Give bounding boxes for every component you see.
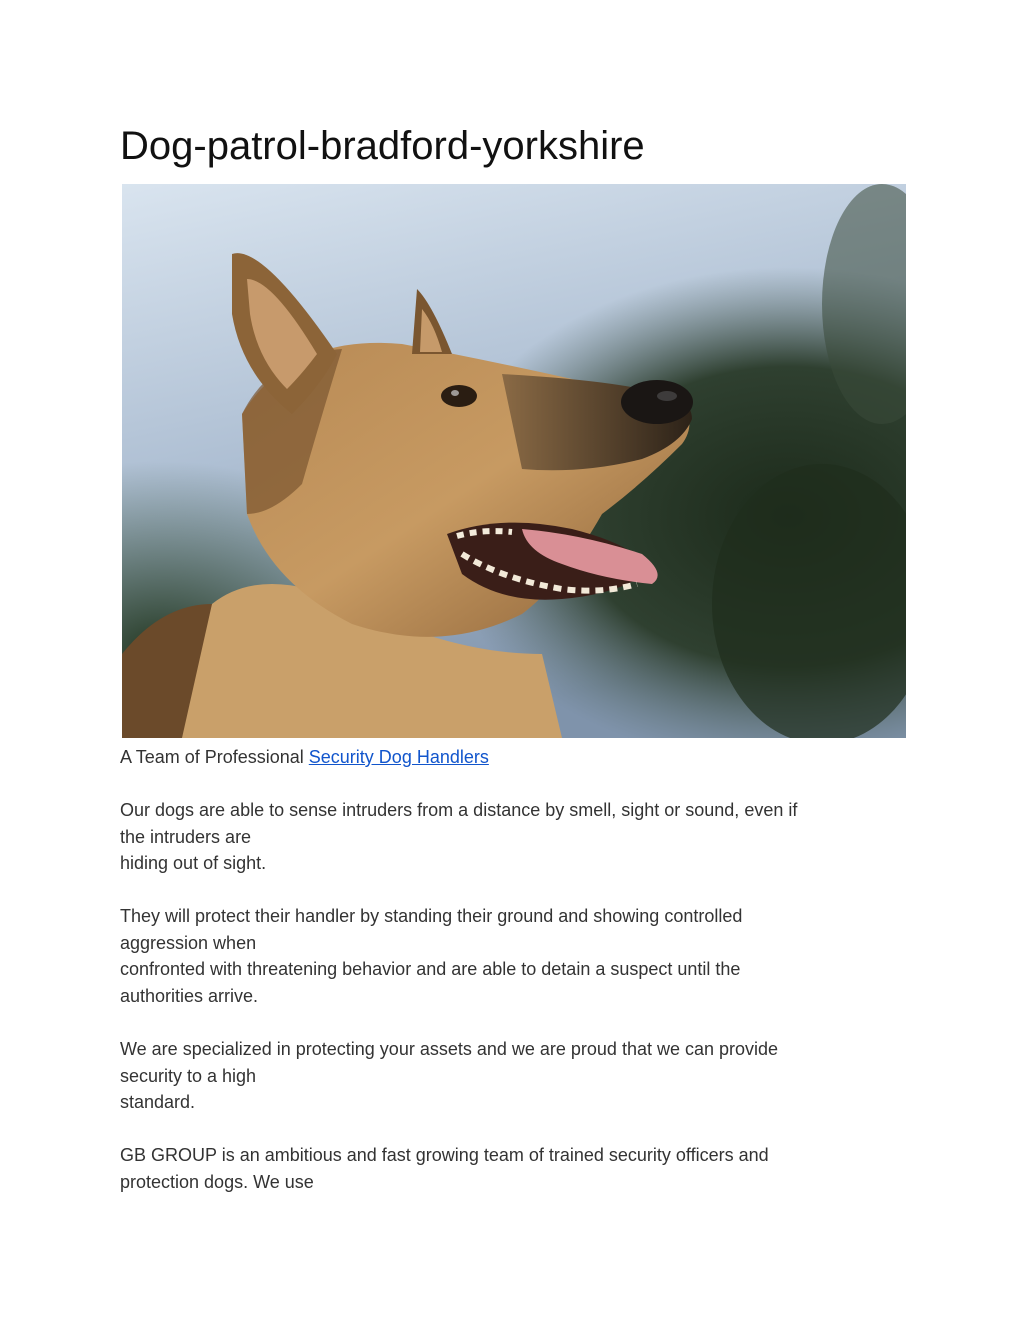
paragraph-sensing xyxy=(120,797,900,877)
paragraph-gb-group xyxy=(120,1142,900,1195)
paragraph-line: confronted with threatening behavior and are able to detain a suspect until the xyxy=(120,959,741,979)
paragraph-assets xyxy=(120,1036,900,1116)
paragraph-line: hiding out of sight. xyxy=(120,853,267,873)
caption-text: A Team of Professional xyxy=(120,747,309,767)
paragraph-line: the intruders are xyxy=(120,826,252,847)
photo-caption xyxy=(120,744,900,771)
paragraph-line: standard. xyxy=(120,1092,196,1112)
page-title: Dog-patrol-bradford-yorkshire xyxy=(120,124,645,168)
security-dog-handlers-link[interactable]: Security Dog Handlers xyxy=(308,747,489,767)
paragraph-protection xyxy=(120,903,900,1009)
paragraph-line: authorities arrive. xyxy=(120,985,259,1006)
dog-photo xyxy=(122,184,906,738)
paragraph-line: GB GROUP is an ambitious and fast growing team of trained security officers and xyxy=(120,1145,769,1165)
paragraph-line: They will protect their handler by standing their ground and showing controlled xyxy=(120,906,743,926)
paragraph-line: aggression when xyxy=(120,932,257,953)
paragraph-line: protection dogs. We use xyxy=(120,1171,314,1192)
paragraph-line: security to a high xyxy=(120,1065,257,1086)
paragraph-line: Our dogs are able to sense intruders from a distance by smell, sight or sound, even if xyxy=(120,800,798,820)
paragraph-line: We are specialized in protecting your assets and we are proud that we can provide xyxy=(120,1039,779,1059)
dog-photo-icon xyxy=(122,184,906,738)
